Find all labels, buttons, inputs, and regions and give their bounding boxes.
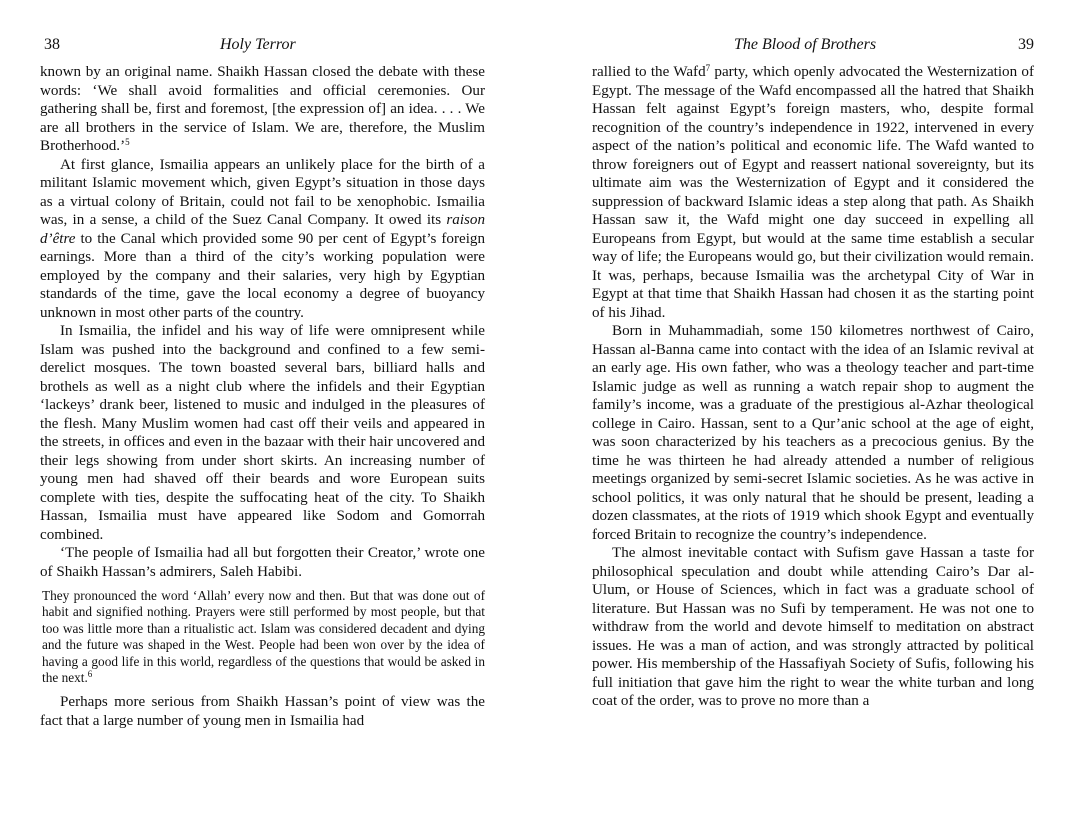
left-page-body — [40, 63, 485, 730]
right-page-number: 39 — [1018, 36, 1034, 53]
right-running-head — [592, 36, 1034, 58]
left-page — [40, 0, 485, 829]
footnote-marker: 7 — [705, 63, 711, 73]
left-running-title: Holy Terror — [220, 36, 296, 53]
paragraph: The almost inevitable contact with Sufism gave Hassan a taste for philosophical speculation and doubt while attending Cairo’s Dar al-Ulum, or House of Sciences, which in fact was a graduate school of literature. But Hassan was no Sufi by temperament. He was not one to withdraw from the world and devote himself to meditation on abstract issues. He was a man of action, and was strongly attracted by political power. His membership of the Hassafiyah Society of Sufis, following his full initiation that gave him the right to wear the white turban and long coat of the order, was to prove no more than a — [592, 545, 1034, 709]
paragraph: Perhaps more serious from Shaikh Hassan’s point of view was the fact that a large number of young men in Ismailia had — [40, 694, 485, 729]
emphasis: raison d’être — [40, 212, 485, 247]
right-page — [592, 0, 1034, 829]
left-page-number: 38 — [44, 36, 60, 53]
paragraph: known by an original name. Shaikh Hassan closed the debate with these words: ‘We shall avoid formalities and official ceremonies. Our gathering shall be, first and foremost, [the expression of] an idea. . . . We are all brothers in the service of Islam. We are, therefore, the Muslim Brotherhood.’$^5$ — [40, 64, 485, 154]
right-running-title: The Blood of Brothers — [734, 36, 877, 53]
paragraph: rallied to the Wafd$^7$ party, which openly advocated the Westernization of Egypt. The message of the Wafd encompassed all the hatred that Shaikh Hassan felt against Egypt’s foreign masters, who, despite formal recognition of the country’s independence in 1922, intervened in every aspect of the nation’s political and economic life. The Wafd wanted to throw foreigners out of Egypt and reassert national sovereignty, but its ultimate aim was the Westernization of Egypt and it considered the suppression of backward Islamic ideas a step along that path. As Shaikh Hassan saw it, the Wafd might one day succeed in expelling all Europeans from Egypt, but would at the same time establish a secular way of life; the Europeans would go, but their civilization would remain. It was, perhaps, because Ismailia was the archetypal City of War in Egypt at that time that Shaikh Hassan had chosen it as the starting point of his Jihad. — [592, 63, 1034, 321]
paragraph: Born in Muhammadiah, some 150 kilometres northwest of Cairo, Hassan al-Banna came into contact with the idea of an Islamic revival at an early age. His own father, who was a theology teacher and part-time Islamic judge as well as running a watch repair shop to augment the family’s income, was a graduate of the prestigious al-Azhar theological college in Cairo. Hassan, sent to a Qur’anic school at the age of eight, was soon characterized by his teachers as a precocious genius. By the time he was thirteen he had already attended a number of religious meetings organized by semi-secret Islamic societies. As he was active in school politics, it was only natural that he should be present, leading a dozen classmates, at the riots of 1919 which shook Egypt and eventually forced Britain to recognize the country’s independence. — [592, 323, 1034, 543]
paragraph: In Ismailia, the infidel and his way of life were omnipresent while Islam was pushed into the background and confined to a few semi-derelict mosques. The town boasted several bars, billiard halls and brothels as well as a night club where the infidels and their Egyptian ‘lackeys’ drank beer, listened to music and indulged in the pleasures of the flesh. Many Muslim women had cast off their veils and appeared in the streets, in offices and even in the bazaar with their hair uncovered and their legs showing from under short skirts. An increasing number of young men had shaved off their beards and wore European suits complete with ties, despite the suffocating heat of the city. To Shaikh Hassan, Ismailia must have appeared like Sodom and Gomorrah combined. — [40, 323, 485, 543]
paragraph: At first glance, Ismailia appears an unlikely place for the birth of a militant Islamic movement which, given Egypt’s situation in those days as a virtual colony of Britain, could not fail to be xenophobic. Ismailia was, in a sense, a child of the Suez Canal Company. It owed its raison d’être to the Canal which provided some 90 per cent of Egypt’s foreign earnings. More than a third of the city’s working population were employed by the company and their salaries, very high by Egyptian standards of the time, gave the local economy a degree of buoyancy unknown in most other parts of the country. — [40, 156, 485, 321]
block-quote: They pronounced the word ‘Allah’ every now and then. But that was done out of habit and signified nothing. Prayers were still performed by most people, but that too was little more than a ritualistic act. Islam was considered decadent and dying and the future was shaped in the West. People had been won over by the idea of having a good life in this world, regardless of the questions that would be asked in the next.$^6$ — [42, 588, 485, 686]
paragraph: ‘The people of Ismailia had all but forgotten their Creator,’ wrote one of Shaikh Hassan’s admirers, Saleh Habibi. — [40, 545, 485, 580]
footnote-marker: 5 — [125, 137, 130, 147]
footnote-marker: 6 — [87, 669, 93, 680]
right-page-body — [592, 63, 1034, 711]
left-running-head — [40, 36, 485, 58]
